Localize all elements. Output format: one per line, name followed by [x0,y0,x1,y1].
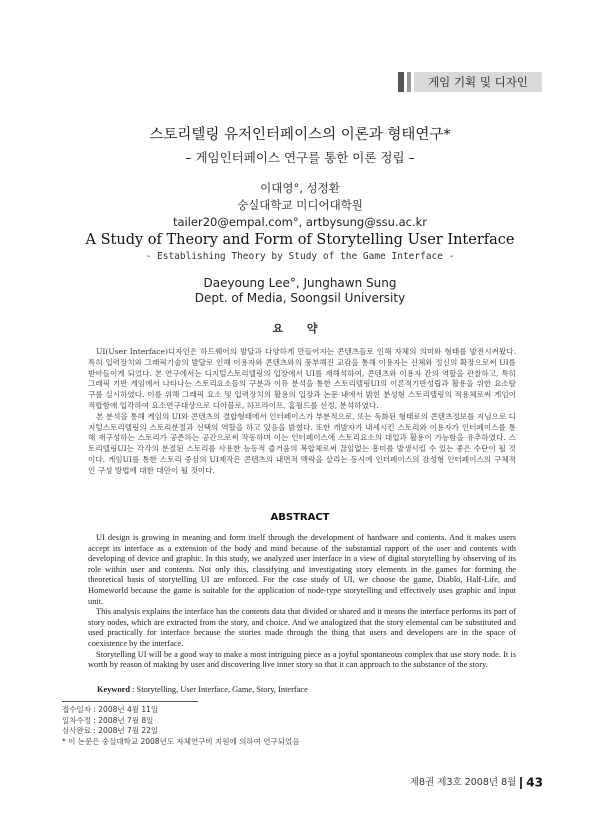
keyword-list: : Storytelling, User Interface, Game, Story, Interface [132,685,308,694]
received-date: 접수일자 : 2008년 4월 11일 [62,705,159,714]
footer-separator [520,777,522,789]
authors-korean: 이대영°, 성정환 [260,181,340,195]
section-header: 게임 기획 및 디자인 [414,72,542,92]
header-mark-dark [398,72,404,92]
subtitle-korean: – 게임인터페이스 연구를 통한 이론 정립 – [185,150,415,165]
title-english: A Study of Theory and Form of Storytelling User Interface [85,232,515,248]
subtitle-english: - Establishing Theory by Study of the Game Interface - [145,251,455,262]
abstract-korean-heading: 요 약 [272,322,328,335]
abstract-english-paragraph: This analysis explains the interface has the contents data that divided or shared and it means the interface performs its part of story nodes, which are extracted from the story, and choice. And we analogized that the story elemental can be substituted and used practically for interface because the stories made through the thing that users and developers are in the space of coexistence by the interface. [88,607,516,648]
abstract-english-heading: ABSTRACT [270,512,330,523]
page-footer [410,774,543,790]
abstract-korean [88,347,516,477]
keywords [97,685,308,694]
date-notes [62,705,300,747]
accepted-date: 심사완료 : 2008년 7월 22일 [62,726,159,735]
title-korean: 스토리텔링 유저인터페이스의 이론과 형태연구* [149,127,451,143]
affiliation-english: Dept. of Media, Soongsil University [194,291,406,305]
authors-block-english [0,276,600,306]
abstract-english [88,533,516,671]
abstract-korean-paragraph: 본 분석을 통해 게임의 UI와 콘텐츠의 결합형태에서 인터페이스가 부분적으로, 또는 독화된 형태로의 콘텐츠정보를 지님으로 디지털스토리텔링의 스토리분절과 선택의 역할을 하고 있음을 밝혔다. 또한 개발자가 내세시킨 스토리와 이용자가 인터페이스를 통해 재구성하는 스토리가 공존하는 공간으로써 작동하며 이는 인터페이스에 스토리요소의 대입과 활용이 가능함을 유추하였다. 스토리텔링UI는 각각의 분절된 스토리를 사용한 능동적 즐거움의 복합체로써 끊임없는 흥미를 발생시킬 수 있는 좋은 수단이 될 것이다. 게임UI를 통한 스토리 중심의 UI제작은 콘텐츠의 내면적 맥락을 살리는 동시에 인터페이스의 감성형 인터페이스의 구체적인 구성 방법에 대한 대안이 될 것이다. [88,411,516,475]
author-emails: tailer20@empal.com°, artbysung@ssu.ac.kr [172,215,428,229]
affiliation-korean: 숭실대학교 미디어대학원 [237,198,363,212]
funding-note: * 이 논문은 숭실대학교 2008년도 자체연구비 지원에 의하여 연구되었음 [62,736,300,746]
header-mark-light [407,72,411,92]
footnote-divider [62,701,198,702]
abstract-korean-paragraph: UI(User Interface)디자인은 하드웨어의 발달과 다양하게 만들어지는 콘텐츠들로 인해 자체의 의미와 형태를 발전시켜왔다. 특히 입력장치와 그래픽기술의 발달로 인해 이용자와 콘텐츠와의 풍부해진 교감을 통해 이용자는 신체와 정신의 확장으로써 UI를 받아들이게 되었다. 본 연구에서는 디지털스토리텔링의 입장에서 UI를 재해석하여, 콘텐츠와 이용자 간의 역할을 관찰하고, 특히 그래픽 기반 게임에서 나타나는 스토리요소들의 구분과 이유 분석을 통한 스토리텔링UI의 이론적기반성립과 활용을 위한 요소탐구를 실시하였다. 이를 위해 그래픽 요소 및 입력장치의 활용의 입장과 논문 내에서 밝힌 분성형 스토리텔링의 적용체로써 게임이 적합함에 입각하여 요소연구대상으로 디아블로, 하프라이프, 홈월드를 선정, 분석하였다. [88,347,516,410]
issue-info: 제8권 제3호 2008년 8월 [409,777,517,788]
keyword-label: Keyword [97,685,131,694]
authors-block-korean [0,180,600,231]
abstract-english-paragraph: Storytelling UI will be a good way to make a most intriguing piece as a joyful spontaneous complex that use story node. It is worth by reason of making by user and discovering live inner story so that it can approach to the substance of the story. [88,649,516,670]
page-number: 43 [526,775,543,790]
authors-english: Daeyoung Lee°, Junghawn Sung [203,276,397,290]
revised-date: 일차수정 : 2008년 7월 8일 [62,715,154,725]
abstract-english-paragraph: UI design is growing in meaning and form itself through the development of hardware and contents. And it makes users accept its interface as a extension of the body and mind because of the substantial rapport of the user and contents with developing of device and graphic. In this study, we analyzed user interface in a view of digital storytelling by observing of its role within user and contents. Not only this, classifying and investigating story elements in the games for forming the theoretical basis of storytelling UI are enforced. For the case study of UI, we choose the game, Diablo, Half-Life, and Homeworld because the game is suitable for the application of node-type storytelling and effectively uses graphic and input unit. [88,533,516,606]
